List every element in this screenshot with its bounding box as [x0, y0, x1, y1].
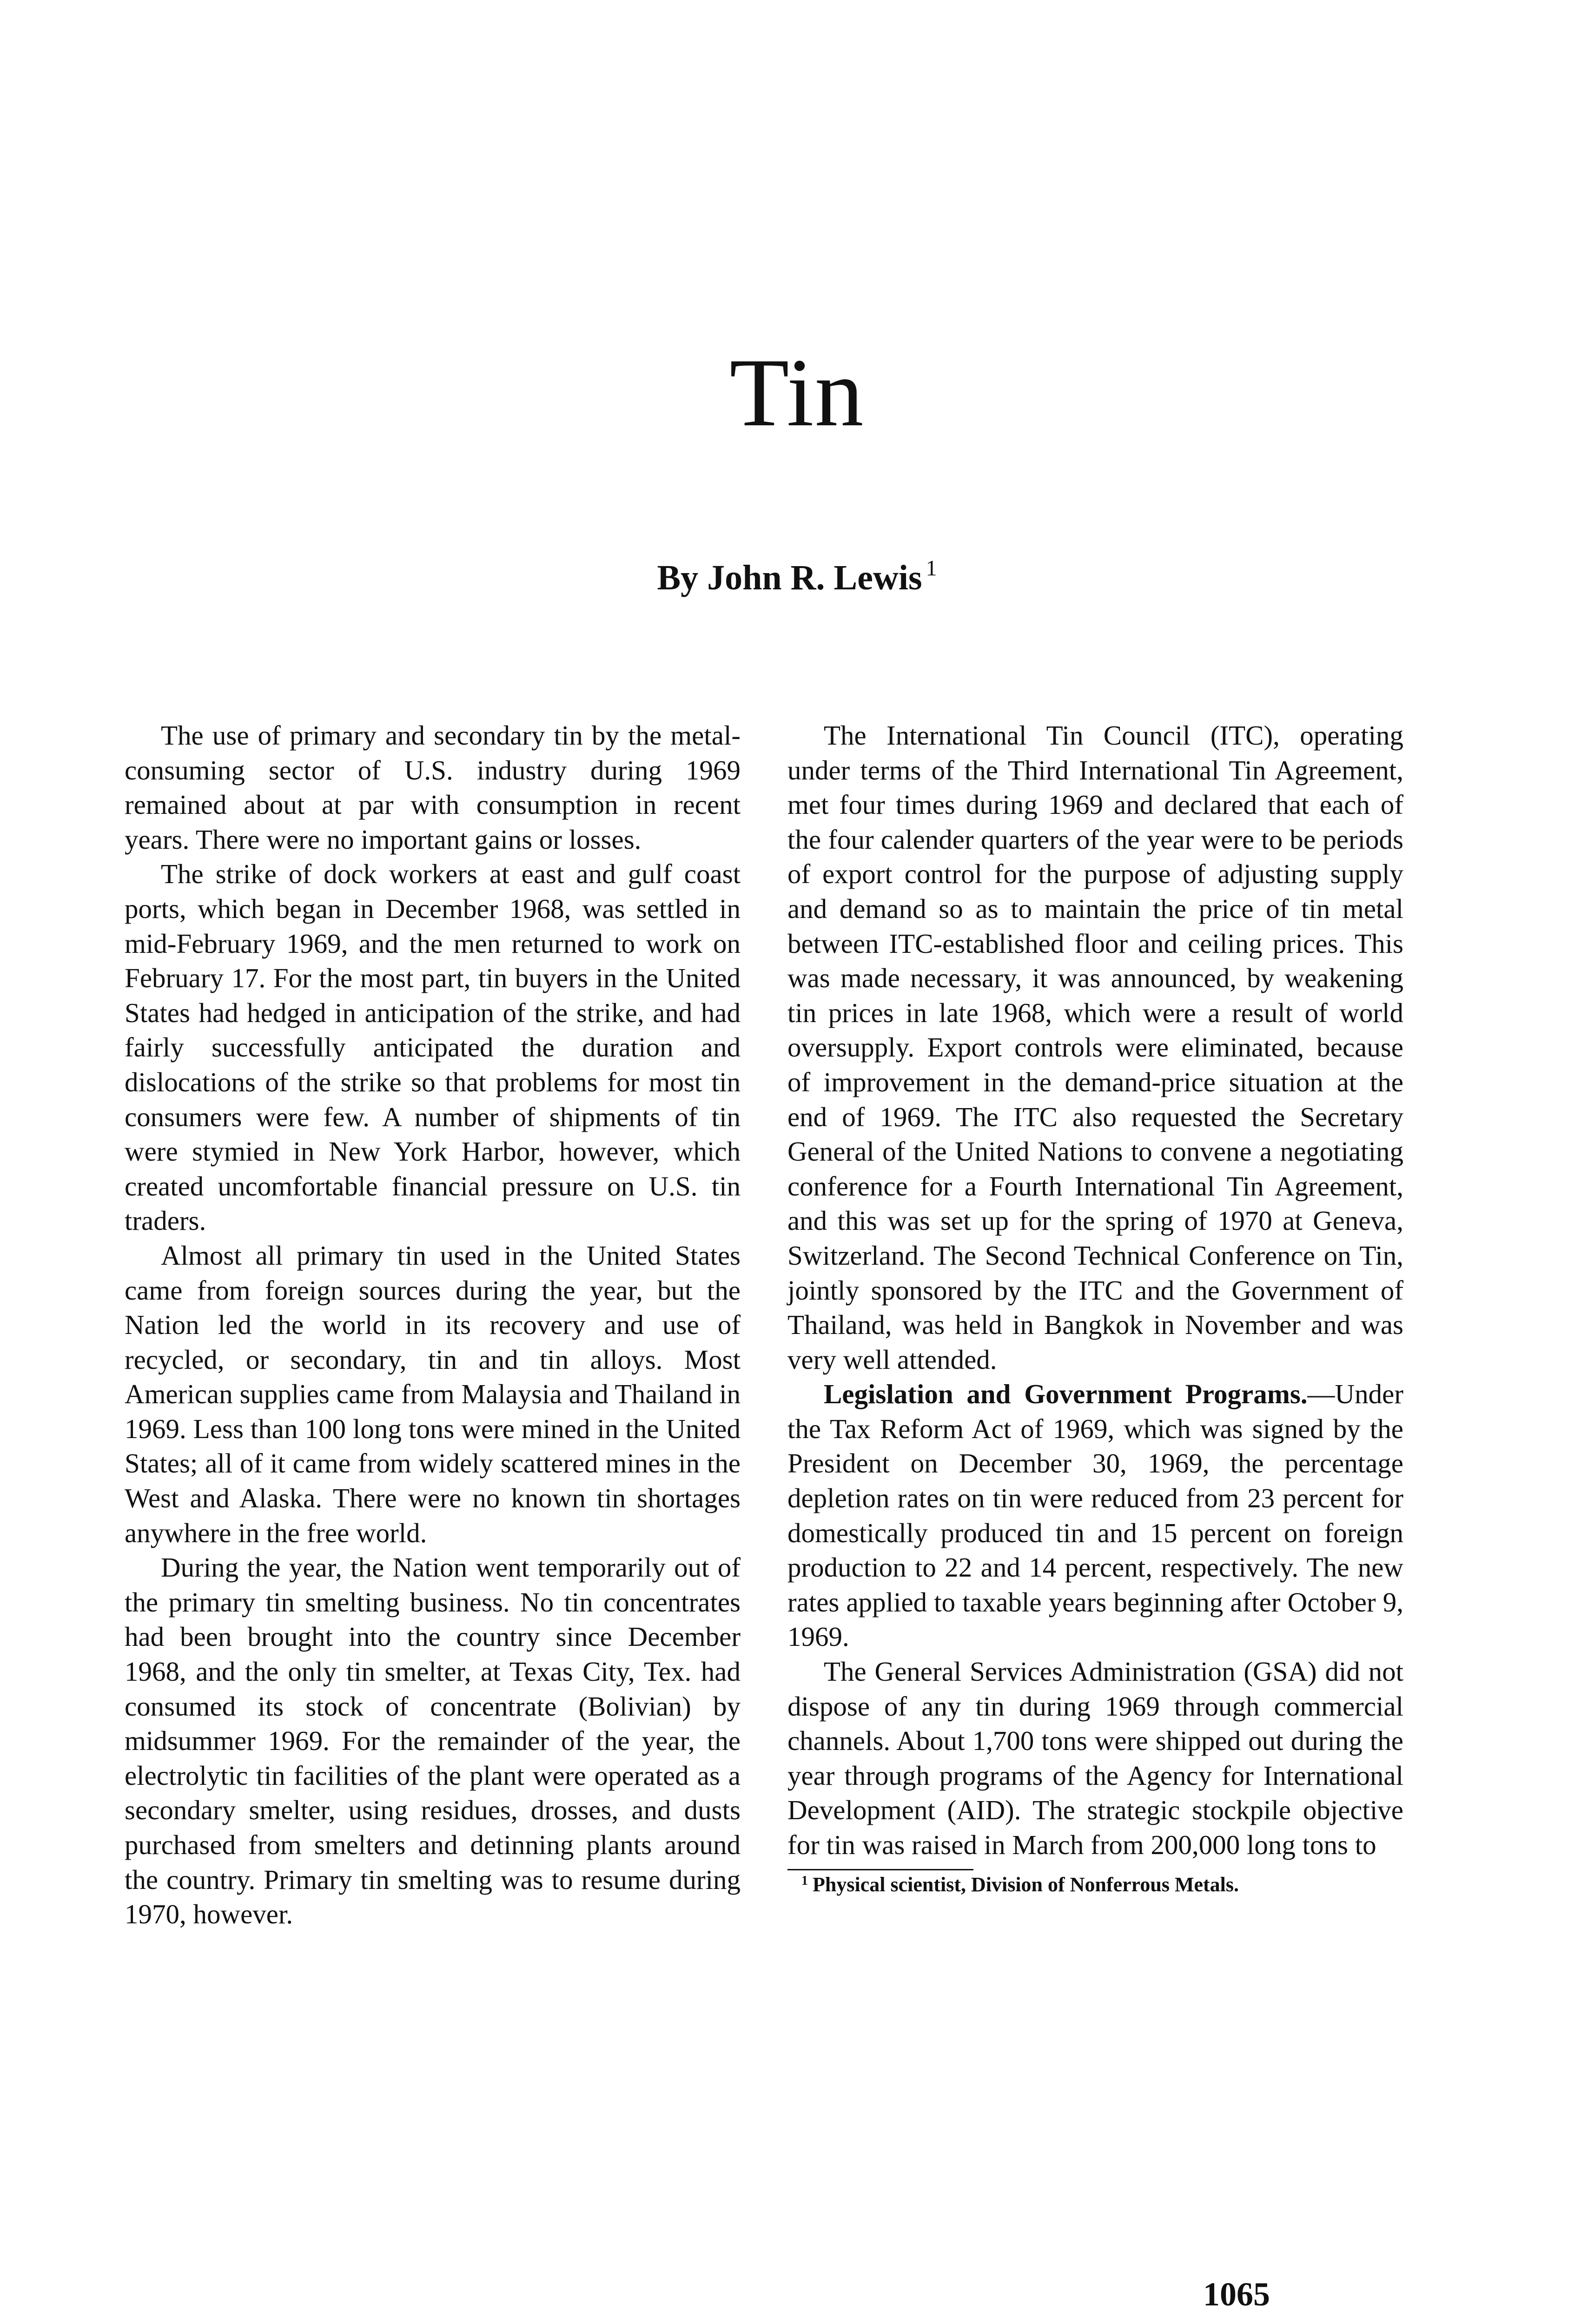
footnote-divider — [787, 1869, 973, 1870]
paragraph-consumption: The use of primary and secondary tin by the metal-consuming sector of U.S. industry during 1969 remained about at par with consumption in recent years. There were no important gains or losses. — [125, 720, 741, 855]
page-number: 1065 — [1203, 2276, 1270, 2313]
author-name: By John R. Lewis — [657, 558, 922, 597]
footnote-reference: 1 — [926, 556, 937, 581]
paragraph-smelting: During the year, the Nation went temporarily out of the primary tin smelting business. No tin concentrates had been brought into the country since December 1968, and the only tin smelter, at Texas City, Tex. had consumed its stock of concentrate (Bolivian) by midsummer 1969. For the remainder of the year, the electrolytic tin facilities of the plant were operated as a secondary smelter, using residues, drosses, and dusts purchased from smelters and detinning plants around the country. Primary tin smelting was to resume during 1970, however. — [125, 1552, 741, 1930]
paragraph-foreign-sources: Almost all primary tin used in the United States came from foreign sources during the year, but the Nation led the world in its recovery and use of recycled, or secondary, tin and tin alloys. Most American supplies came from Malaysia and Thailand in 1969. Less than 100 long tons were mined in the United States; all of it came from widely scattered mines in the West and Alaska. There were no known tin shortages anywhere in the free world. — [125, 1240, 741, 1548]
paragraph-dock-strike: The strike of dock workers at east and gulf coast ports, which began in December 1968, was settled in mid-February 1969, and the men returned to work on February 17. For the most part, tin buyers in the United States had hedged in anticipation of the strike, and had fairly successfully anticipated the duration and dislocations of the strike so that problems for most tin consumers were few. A number of shipments of tin were stymied in New York Harbor, however, which created uncomfortable financial pressure on U.S. tin traders. — [125, 858, 741, 1236]
paragraph-itc: The International Tin Council (ITC), operating under terms of the Third International Tin Agreement, met four times during 1969 and declared that each of the four calender quarters of the year were to be periods of export control for the purpose of adjusting supply and demand so as to maintain the price of tin metal between ITC-established floor and ceiling prices. This was made necessary, it was announced, by weakening tin prices in late 1968, which were a result of world oversupply. Export controls were eliminated, because of improvement in the demand-price situation at the end of 1969. The ITC also requested the Secretary General of the United Nations to convene a negotiating conference for a Fourth International Tin Agreement, and this was set up for the spring of 1970 at Geneva, Switzerland. The Second Technical Conference on Tin, jointly sponsored by the ITC and the Government of Thailand, was held in Bangkok in November and was very well attended. — [787, 720, 1403, 1375]
section-heading-legislation: Legislation and Government Programs. — [824, 1379, 1308, 1410]
paragraph-legislation — [787, 1377, 1403, 1654]
paragraph-legislation-text: —Under the Tax Reform Act of 1969, which was signed by the President on December 30, 1969, the percentage depletion rates on tin were reduced from 23 percent for domestically produced tin and 15 percent on foreign production to 22 and 14 percent, respectively. The new rates applied to taxable years beginning after October 9, 1969. — [787, 1379, 1403, 1652]
right-column — [787, 718, 1403, 1896]
page-title: Tin — [729, 339, 865, 447]
footnote — [787, 1873, 1403, 1896]
paragraph-gsa: The General Services Administration (GSA) did not dispose of any tin during 1969 through commercial channels. About 1,700 tons were shipped out during the year through programs of the Agency for International Development (AID). The strategic stockpile objective for tin was raised in March from 200,000 long tons to — [787, 1656, 1403, 1860]
footnote-marker: 1 — [801, 1873, 808, 1888]
footnote-text: Physical scientist, Division of Nonferrous Metals. — [813, 1873, 1239, 1896]
author-byline — [0, 556, 1594, 597]
left-column — [125, 718, 741, 1932]
